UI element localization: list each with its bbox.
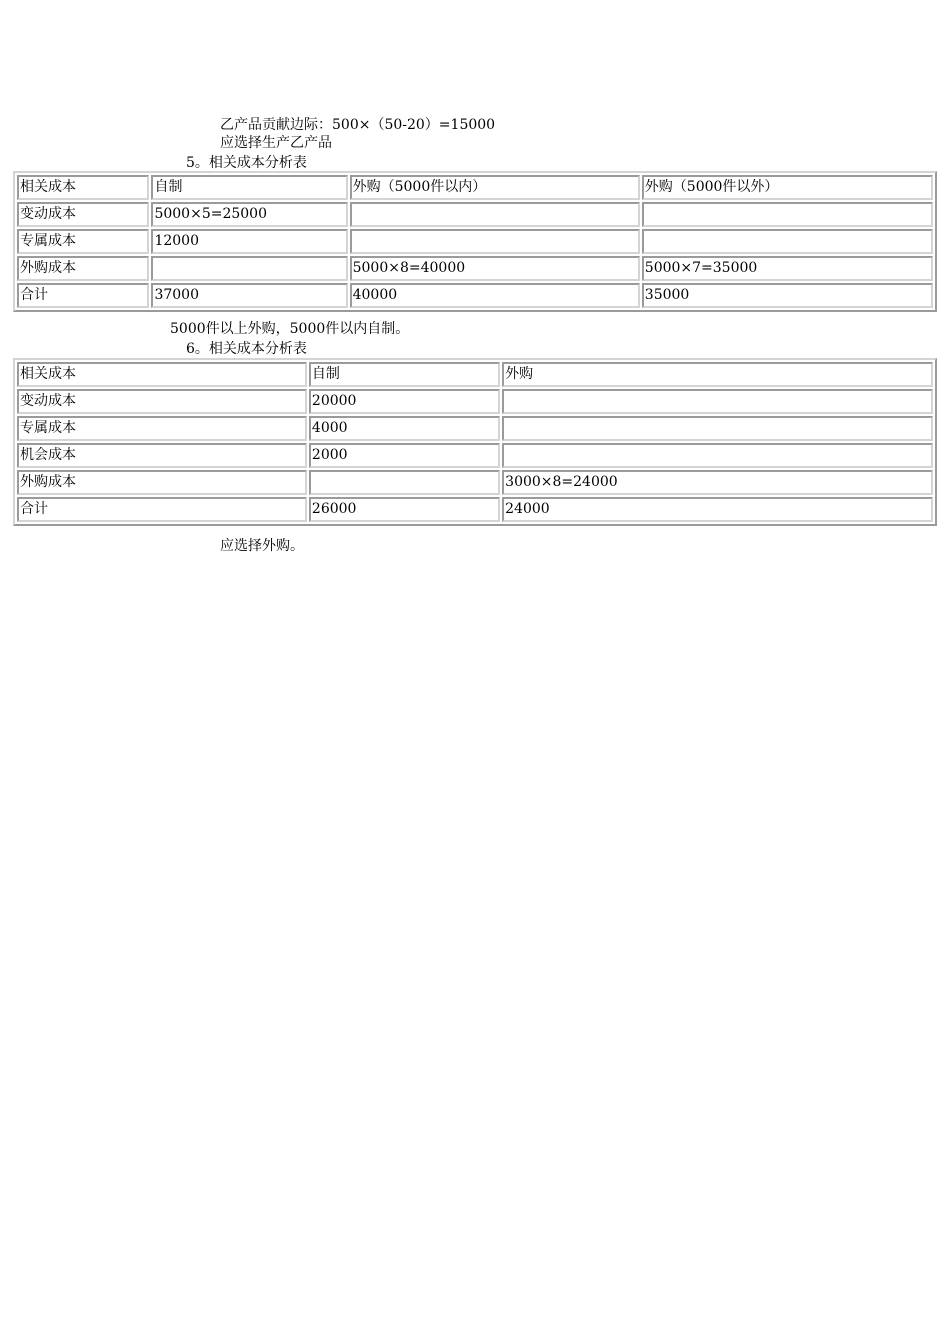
section-heading-6: 6。相关成本分析表 — [186, 341, 307, 357]
table-row — [17, 443, 933, 468]
table-cell — [350, 202, 640, 227]
table-cell: 40000 — [350, 283, 640, 308]
table-cell — [502, 443, 933, 468]
table-cell — [502, 416, 933, 441]
table-row — [17, 256, 933, 281]
table-cell — [309, 470, 500, 495]
table-cell: 专属成本 — [17, 229, 149, 254]
table-cell: 2000 — [309, 443, 500, 468]
table-cell: 合计 — [17, 497, 307, 522]
table-cell: 外购成本 — [17, 256, 149, 281]
table-header-row — [17, 362, 933, 387]
table-cell: 26000 — [309, 497, 500, 522]
table-cell: 5000×7=35000 — [642, 256, 933, 281]
table-cell: 20000 — [309, 389, 500, 414]
table-cell: 12000 — [151, 229, 347, 254]
table-header-row — [17, 175, 933, 200]
contribution-margin-line: 乙产品贡献边际：500×（50-20）=15000 — [220, 117, 496, 133]
header-cell: 外购 — [502, 362, 933, 387]
conclusion-line-5: 5000件以上外购，5000件以内自制。 — [170, 321, 410, 337]
table-cell — [502, 389, 933, 414]
table-row — [17, 389, 933, 414]
header-cell: 相关成本 — [17, 362, 307, 387]
table-cell — [642, 202, 933, 227]
table-cell — [350, 229, 640, 254]
header-cell: 外购（5000件以内） — [350, 175, 640, 200]
table-cell: 3000×8=24000 — [502, 470, 933, 495]
table-cell: 机会成本 — [17, 443, 307, 468]
table-cell: 外购成本 — [17, 470, 307, 495]
table-row — [17, 202, 933, 227]
decision-line-product-b: 应选择生产乙产品 — [220, 135, 332, 151]
table-cell: 变动成本 — [17, 202, 149, 227]
table-cell: 24000 — [502, 497, 933, 522]
header-cell: 相关成本 — [17, 175, 149, 200]
table-cell — [151, 256, 347, 281]
table-row — [17, 229, 933, 254]
cost-analysis-table-5 — [13, 171, 937, 312]
table-row — [17, 416, 933, 441]
table-cell: 合计 — [17, 283, 149, 308]
header-cell: 外购（5000件以外） — [642, 175, 933, 200]
table-cell: 专属成本 — [17, 416, 307, 441]
table-cell: 5000×8=40000 — [350, 256, 640, 281]
section-heading-5: 5。相关成本分析表 — [186, 155, 307, 171]
cost-analysis-table-6 — [13, 358, 937, 526]
table-row-total — [17, 283, 933, 308]
conclusion-line-6: 应选择外购。 — [220, 538, 304, 554]
header-cell: 自制 — [151, 175, 347, 200]
table-row — [17, 470, 933, 495]
table-row-total — [17, 497, 933, 522]
table-cell — [642, 229, 933, 254]
table-cell: 35000 — [642, 283, 933, 308]
table-cell: 5000×5=25000 — [151, 202, 347, 227]
table-cell: 37000 — [151, 283, 347, 308]
header-cell: 自制 — [309, 362, 500, 387]
table-cell: 4000 — [309, 416, 500, 441]
table-cell: 变动成本 — [17, 389, 307, 414]
